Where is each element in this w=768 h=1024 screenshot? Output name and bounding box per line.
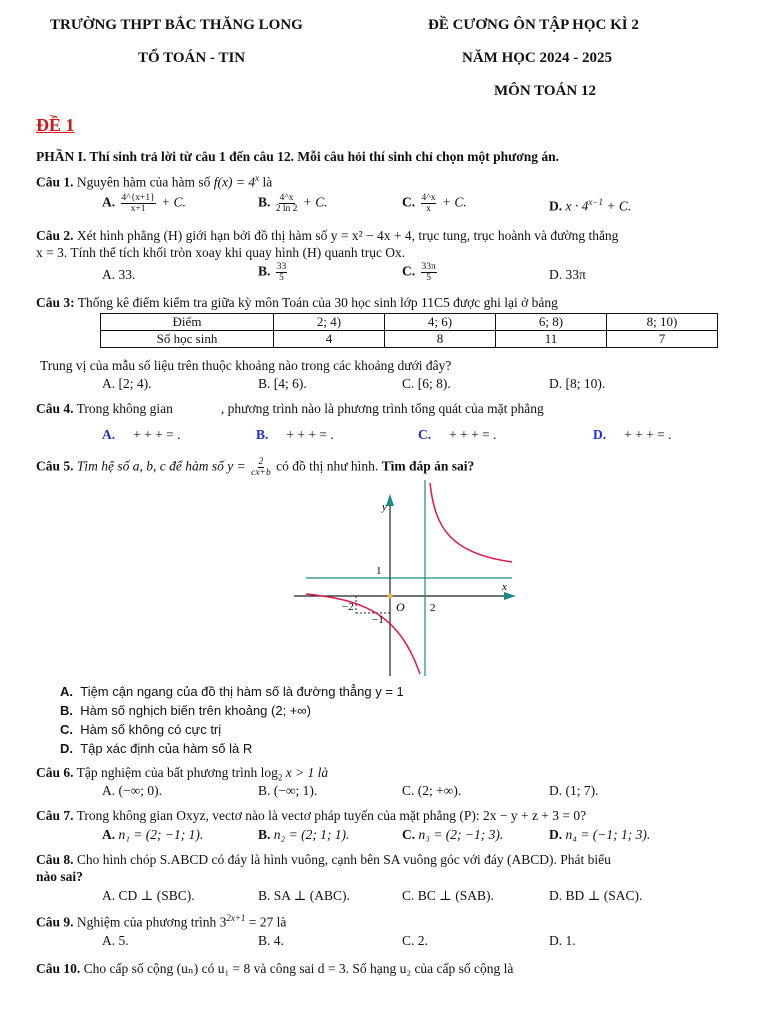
q7-option-d[interactable]: D. n₄ = (−1; 1; 3). xyxy=(549,827,651,842)
curve-right-branch xyxy=(430,483,512,562)
question-1 xyxy=(36,173,272,191)
table-cell: 2; 4) xyxy=(274,314,385,331)
table-row xyxy=(101,331,718,348)
q4-option-a[interactable]: A. + + + = . xyxy=(102,427,181,442)
q5-option-a[interactable]: A. Tiệm cận ngang của đồ thị hàm số là đường thẳng y = 1 xyxy=(60,684,404,699)
school-name: TRƯỜNG THPT BẮC THĂNG LONG xyxy=(50,17,303,33)
y-axis-arrow xyxy=(386,494,394,506)
origin-point xyxy=(388,594,393,599)
table-cell: 8 xyxy=(385,331,496,348)
q4-option-c[interactable]: C. + + + = . xyxy=(418,427,497,442)
question-label: Câu 1. xyxy=(36,174,74,190)
q2-option-a[interactable]: A. 33. xyxy=(102,267,136,282)
question-label: Câu 5. xyxy=(36,458,74,474)
question-text-tail: là xyxy=(262,174,273,190)
q6-option-c[interactable]: C. (2; +∞). xyxy=(402,783,462,798)
question-2-line-2: x = 3. Tính thể tích khối tròn xoay khi quay hình (H) quanh trục Ox. xyxy=(36,245,406,260)
question-text: Trong không gian Oxyz, vectơ nào là vectơ pháp tuyến của mặt phẳng (P): 2x − y + z + 3 = 0? xyxy=(76,808,587,823)
q8-option-d[interactable]: D. BD ⊥ (SAC). xyxy=(549,888,643,903)
q1-option-a[interactable]: A. $\frac{4\^{}\{x+1\}}{x+1}$ + C. xyxy=(102,193,186,214)
q3-option-c[interactable]: C. [6; 8). xyxy=(402,376,451,391)
table-cell: 7 xyxy=(607,331,718,348)
q7-option-c[interactable]: C. n₃ = (2; −1; 3). xyxy=(402,827,504,842)
part-1-instructions: PHẦN I. Thí sinh trả lời từ câu 1 đến câu 12. Mỗi câu hỏi thí sinh chỉ chọn một phương án. xyxy=(36,149,559,164)
department-name: TỔ TOÁN - TIN xyxy=(138,50,246,66)
question-text: Trong không gian xyxy=(76,401,173,416)
question-label: Câu 10. xyxy=(36,961,81,976)
question-2 xyxy=(36,228,618,244)
q8-option-b[interactable]: B. SA ⊥ (ABC). xyxy=(258,888,350,903)
question-5: Câu 5. Tìm hệ số a, b, c để hàm số y = $\frac{2}{cx+b}$ có đồ thị như hình. Tìm đáp án sai? xyxy=(36,457,475,478)
question-7 xyxy=(36,808,586,824)
question-8-line-2: nào sai? xyxy=(36,869,83,884)
subject-name: MÔN TOÁN 12 xyxy=(494,83,596,99)
document-title: ĐỀ CƯƠNG ÔN TẬP HỌC KÌ 2 xyxy=(428,17,639,33)
x-label: x xyxy=(502,581,507,593)
q7-option-b[interactable]: B. n₂ = (2; 1; 1). xyxy=(258,827,350,842)
question-text: Tìm hệ số a, b, c để hàm số y = xyxy=(76,458,246,474)
exponent: x xyxy=(255,173,260,183)
table-header-row xyxy=(101,314,718,331)
question-3 xyxy=(36,295,558,311)
q5-option-b[interactable]: B. Hàm số nghịch biến trên khoảng (2; +∞) xyxy=(60,703,311,718)
question-text: Tập nghiệm của bất phương trình log xyxy=(76,765,278,780)
q2-option-d[interactable]: D. 33π xyxy=(549,267,586,282)
question-label: Câu 6. xyxy=(36,765,74,780)
x-axis-arrow xyxy=(504,592,516,600)
question-8 xyxy=(36,852,611,868)
q9-option-b[interactable]: B. 4. xyxy=(258,933,284,948)
school-year: NĂM HỌC 2024 - 2025 xyxy=(462,50,612,66)
question-4 xyxy=(36,401,544,417)
q3-option-a[interactable]: A. [2; 4). xyxy=(102,376,152,391)
question-text: Nguyên hàm của hàm số xyxy=(76,174,211,190)
question-6: Câu 6. Tập nghiệm của bất phương trình $\log_2 x > 1$ là xyxy=(36,765,329,783)
q5-option-c[interactable]: C. Hàm số không có cực trị xyxy=(60,722,222,737)
q4-option-d[interactable]: D. + + + = . xyxy=(593,427,672,442)
question-3-prompt: Trung vị của mẫu số liệu trên thuộc khoảng nào trong các khoảng dưới đây? xyxy=(40,358,452,373)
q9-option-c[interactable]: C. 2. xyxy=(402,933,428,948)
q3-option-d[interactable]: D. [8; 10). xyxy=(549,376,606,391)
question-label: Câu 8. xyxy=(36,852,74,867)
table-cell: 4; 6) xyxy=(385,314,496,331)
question-10 xyxy=(36,961,513,977)
q9-option-a[interactable]: A. 5. xyxy=(102,933,129,948)
question-label: Câu 9. xyxy=(36,914,74,930)
table-cell: Số học sinh xyxy=(101,331,274,348)
score-table xyxy=(100,313,718,348)
q8-option-c[interactable]: C. BC ⊥ (SAB). xyxy=(402,888,494,903)
question-text: Nghiệm của phương trình 3 xyxy=(76,914,227,930)
q3-option-b[interactable]: B. [4; 6). xyxy=(258,376,307,391)
tick-label-1: 1 xyxy=(376,565,382,577)
origin-label: O xyxy=(396,600,405,614)
table-cell: Điểm xyxy=(101,314,274,331)
question-text-tail: có đồ thị như hình. xyxy=(276,458,379,474)
table-cell: 4 xyxy=(274,331,385,348)
q6-option-a[interactable]: A. (−∞; 0). xyxy=(102,783,162,798)
question-label: Câu 7. xyxy=(36,808,74,823)
q1-option-b[interactable]: B. $\frac{4\^{}x}{2 \ln 2}$ + C. xyxy=(258,193,328,214)
table-cell: 11 xyxy=(496,331,607,348)
tick-label-minus-2: −2 xyxy=(342,601,354,613)
tick-label-2: 2 xyxy=(430,602,436,614)
exam-label: ĐỀ 1 xyxy=(36,115,75,135)
question-text-tail: , phương trình nào là phương trình tổng quát của mặt phẳng xyxy=(220,401,544,416)
question-text: Cho hình chóp S.ABCD có đáy là hình vuông, cạnh bên SA vuông góc với đáy (ABCD). Phát biểu xyxy=(76,852,611,867)
question-text-tail: = 27 là xyxy=(248,914,287,930)
q7-option-a[interactable]: A. n₁ = (2; −1; 1). xyxy=(102,827,204,842)
table-cell: 6; 8) xyxy=(496,314,607,331)
question-emphasis: Tìm đáp án sai? xyxy=(381,458,475,474)
question-text: Xét hình phẳng (H) giới hạn bởi đồ thị hàm số y = x² − 4x + 4, trục tung, trục hoành và đường thẳng xyxy=(76,228,619,243)
question-label: Câu 2. xyxy=(36,228,74,243)
function-graph xyxy=(290,478,530,678)
q1-option-d[interactable]: D. $x \cdot 4^{x-1} + C$. xyxy=(549,197,632,214)
q1-option-c[interactable]: C. $\frac{4\^{}x}{x}$ + C. xyxy=(402,193,467,214)
question-9: Câu 9. Nghiệm của phương trình $3^{2x+1} = 27$ là xyxy=(36,913,287,930)
q8-option-a[interactable]: A. CD ⊥ (SBC). xyxy=(102,888,195,903)
q2-option-b[interactable]: B. $\frac{33}{5}$ xyxy=(258,262,287,283)
y-label: y xyxy=(382,501,387,513)
q4-option-b[interactable]: B. + + + = . xyxy=(256,427,334,442)
question-label: Câu 3: xyxy=(36,295,75,310)
question-text: Thống kê điểm kiểm tra giữa kỳ môn Toán của 30 học sinh lớp 11C5 được ghi lại ở bảng xyxy=(77,295,558,310)
question-text-tail: x > 1 là xyxy=(285,765,329,780)
table-cell: 8; 10) xyxy=(607,314,718,331)
q9-option-d[interactable]: D. 1. xyxy=(549,933,576,948)
q6-option-d[interactable]: D. (1; 7). xyxy=(549,783,599,798)
q6-option-b[interactable]: B. (−∞; 1). xyxy=(258,783,318,798)
tick-label-minus-1: −1 xyxy=(372,614,384,626)
question-label: Câu 4. xyxy=(36,401,74,416)
function-expr: f(x) = 4 xyxy=(213,174,256,190)
question-text: Cho cấp số cộng (uₙ) có u₁ = 8 và công sai d = 3. Số hạng u₂ của cấp số cộng là xyxy=(83,961,514,976)
q2-option-c[interactable]: C. $\frac{33\pi}{5}$ xyxy=(402,262,436,283)
q5-option-d[interactable]: D. Tập xác định của hàm số là R xyxy=(60,741,253,756)
